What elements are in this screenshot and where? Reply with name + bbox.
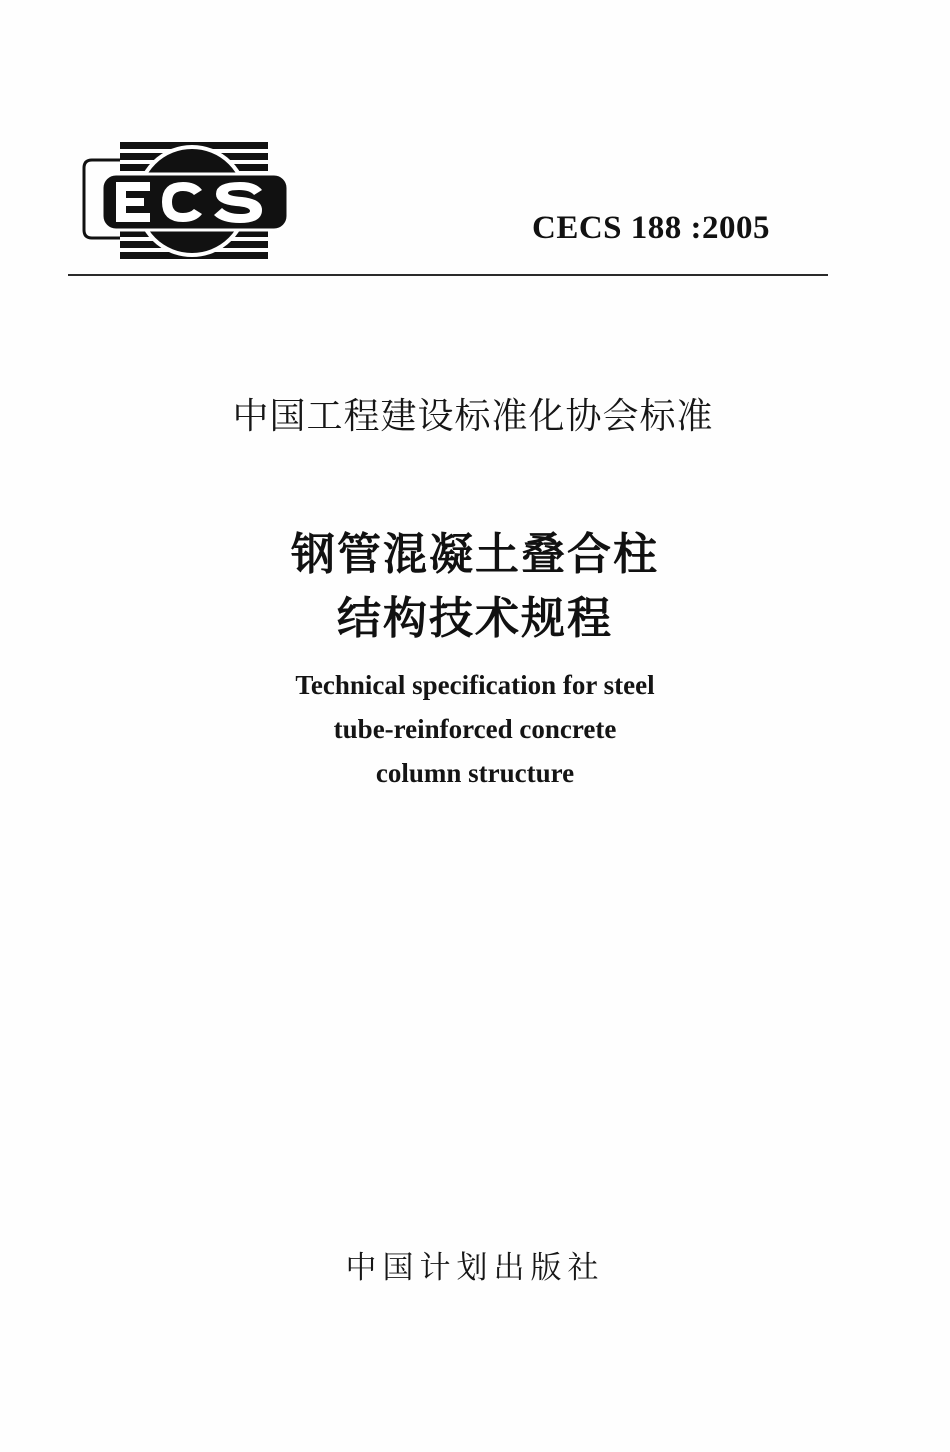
ecs-logo [80,138,290,266]
standard-code: CECS 188 :2005 [532,210,771,246]
title-en-line3: column structure [375,758,575,788]
publisher-name: 中国计划出版社 [345,1250,605,1286]
title-en-line1: Technical specification for steel [295,670,655,700]
association-name [0,388,950,439]
title-en-line2: tube-reinforced concrete [333,714,617,744]
title-cn-line2: 结构技术规程 [337,593,613,644]
association-text: 中国工程建设标准化协会标准 [232,396,714,437]
header-divider [68,274,828,276]
title-cn-line1: 钢管混凝土叠合柱 [291,529,659,580]
